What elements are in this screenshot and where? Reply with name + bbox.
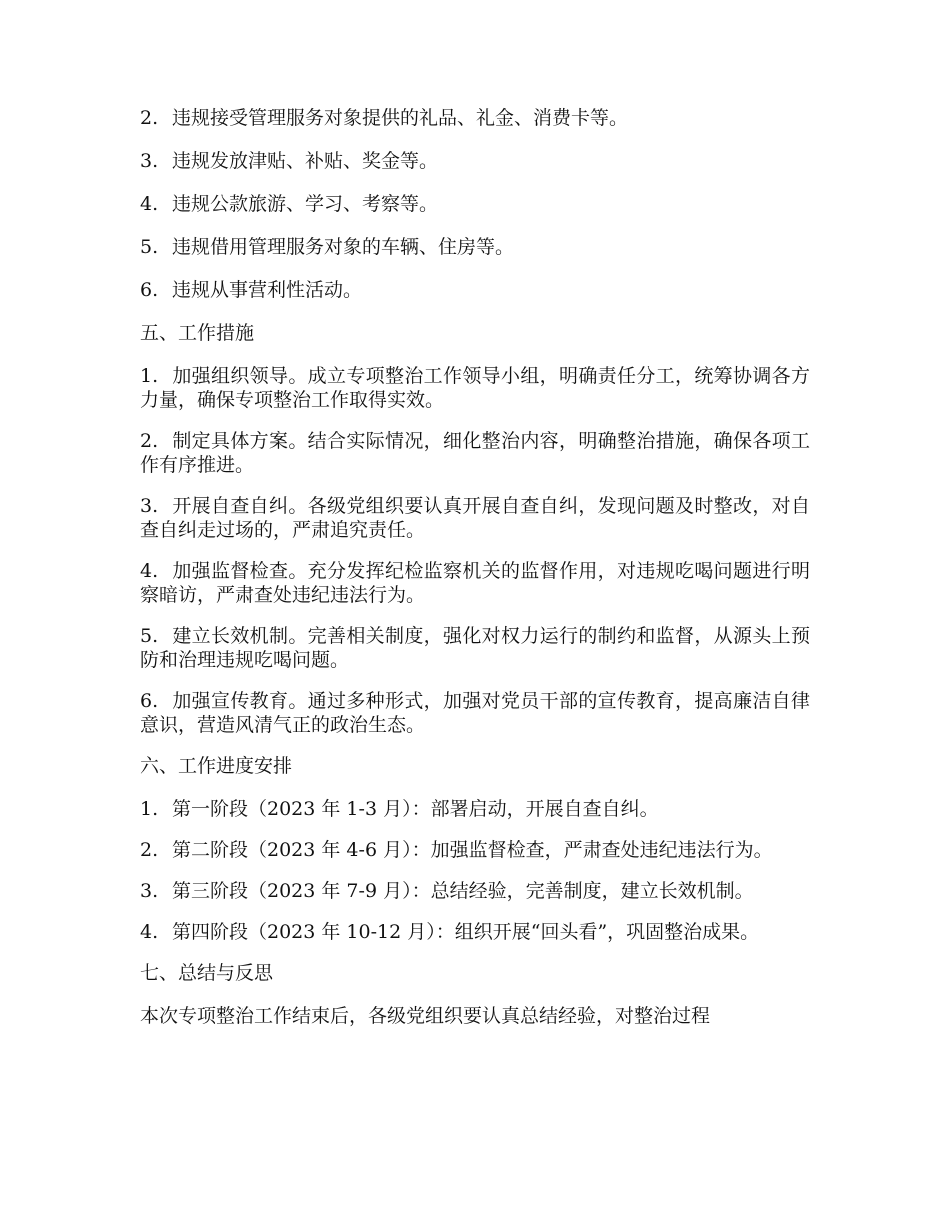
list-item bbox=[140, 192, 810, 216]
item-number: 4. bbox=[140, 921, 159, 943]
item-text: 第三阶段（2023 年 7-9 月）：总结经验，完善制度，建立长效机制。 bbox=[172, 880, 754, 902]
list-item bbox=[140, 494, 810, 542]
item-text: 第一阶段（2023 年 1-3 月）：部署启动，开展自查自纠。 bbox=[172, 798, 659, 820]
item-text: 制定具体方案。结合实际情况，细化整治内容，明确整治措施，确保各项工作有序推进。 bbox=[140, 430, 810, 476]
section-heading-summary: 七、总结与反思 bbox=[140, 962, 274, 984]
item-number: 6. bbox=[140, 690, 159, 712]
item-text: 违规发放津贴、补贴、奖金等。 bbox=[172, 150, 439, 172]
list-item bbox=[140, 364, 810, 412]
item-number: 6. bbox=[140, 279, 159, 301]
item-number: 3. bbox=[140, 495, 159, 517]
list-item bbox=[140, 149, 810, 173]
item-text: 违规公款旅游、学习、考察等。 bbox=[172, 193, 439, 215]
list-item bbox=[140, 879, 810, 903]
item-number: 2. bbox=[140, 839, 159, 861]
closing-paragraph: 本次专项整治工作结束后，各级党组织要认真总结经验，对整治过程 bbox=[140, 1005, 711, 1027]
item-text: 加强组织领导。成立专项整治工作领导小组，明确责任分工，统筹协调各方力量，确保专项整治工作取得实效。 bbox=[140, 365, 810, 411]
list-item bbox=[140, 106, 810, 130]
list-item bbox=[140, 920, 810, 944]
list-item bbox=[140, 838, 810, 862]
item-text: 第二阶段（2023 年 4-6 月）：加强监督检查，严肃查处违纪违法行为。 bbox=[172, 839, 773, 861]
item-text: 加强宣传教育。通过多种形式，加强对党员干部的宣传教育，提高廉洁自律意识，营造风清气正的政治生态。 bbox=[140, 690, 810, 736]
section-heading-measures: 五、工作措施 bbox=[140, 322, 255, 344]
item-number: 2. bbox=[140, 107, 159, 129]
item-number: 3. bbox=[140, 150, 159, 172]
list-item bbox=[140, 689, 810, 737]
item-number: 1. bbox=[140, 365, 159, 387]
list-item bbox=[140, 429, 810, 477]
document-body bbox=[140, 106, 810, 1047]
list-item bbox=[140, 278, 810, 302]
item-number: 1. bbox=[140, 798, 159, 820]
item-number: 2. bbox=[140, 430, 159, 452]
item-number: 5. bbox=[140, 236, 159, 258]
section-heading-schedule: 六、工作进度安排 bbox=[140, 755, 293, 777]
list-item bbox=[140, 624, 810, 672]
item-number: 5. bbox=[140, 625, 159, 647]
list-item bbox=[140, 797, 810, 821]
item-number: 4. bbox=[140, 560, 159, 582]
item-text: 加强监督检查。充分发挥纪检监察机关的监督作用，对违规吃喝问题进行明察暗访，严肃查处违纪违法行为。 bbox=[140, 560, 810, 606]
item-text: 违规接受管理服务对象提供的礼品、礼金、消费卡等。 bbox=[172, 107, 629, 129]
item-text: 建立长效机制。完善相关制度，强化对权力运行的制约和监督，从源头上预防和治理违规吃喝问题。 bbox=[140, 625, 810, 671]
list-item bbox=[140, 235, 810, 259]
list-item bbox=[140, 559, 810, 607]
item-text: 违规从事营利性活动。 bbox=[172, 279, 363, 301]
item-text: 开展自查自纠。各级党组织要认真开展自查自纠，发现问题及时整改，对自查自纠走过场的，严肃追究责任。 bbox=[140, 495, 810, 541]
item-text: 第四阶段（2023 年 10-12 月）：组织开展“回头看”，巩固整治成果。 bbox=[172, 921, 760, 943]
item-number: 3. bbox=[140, 880, 159, 902]
item-text: 违规借用管理服务对象的车辆、住房等。 bbox=[172, 236, 515, 258]
item-number: 4. bbox=[140, 193, 159, 215]
